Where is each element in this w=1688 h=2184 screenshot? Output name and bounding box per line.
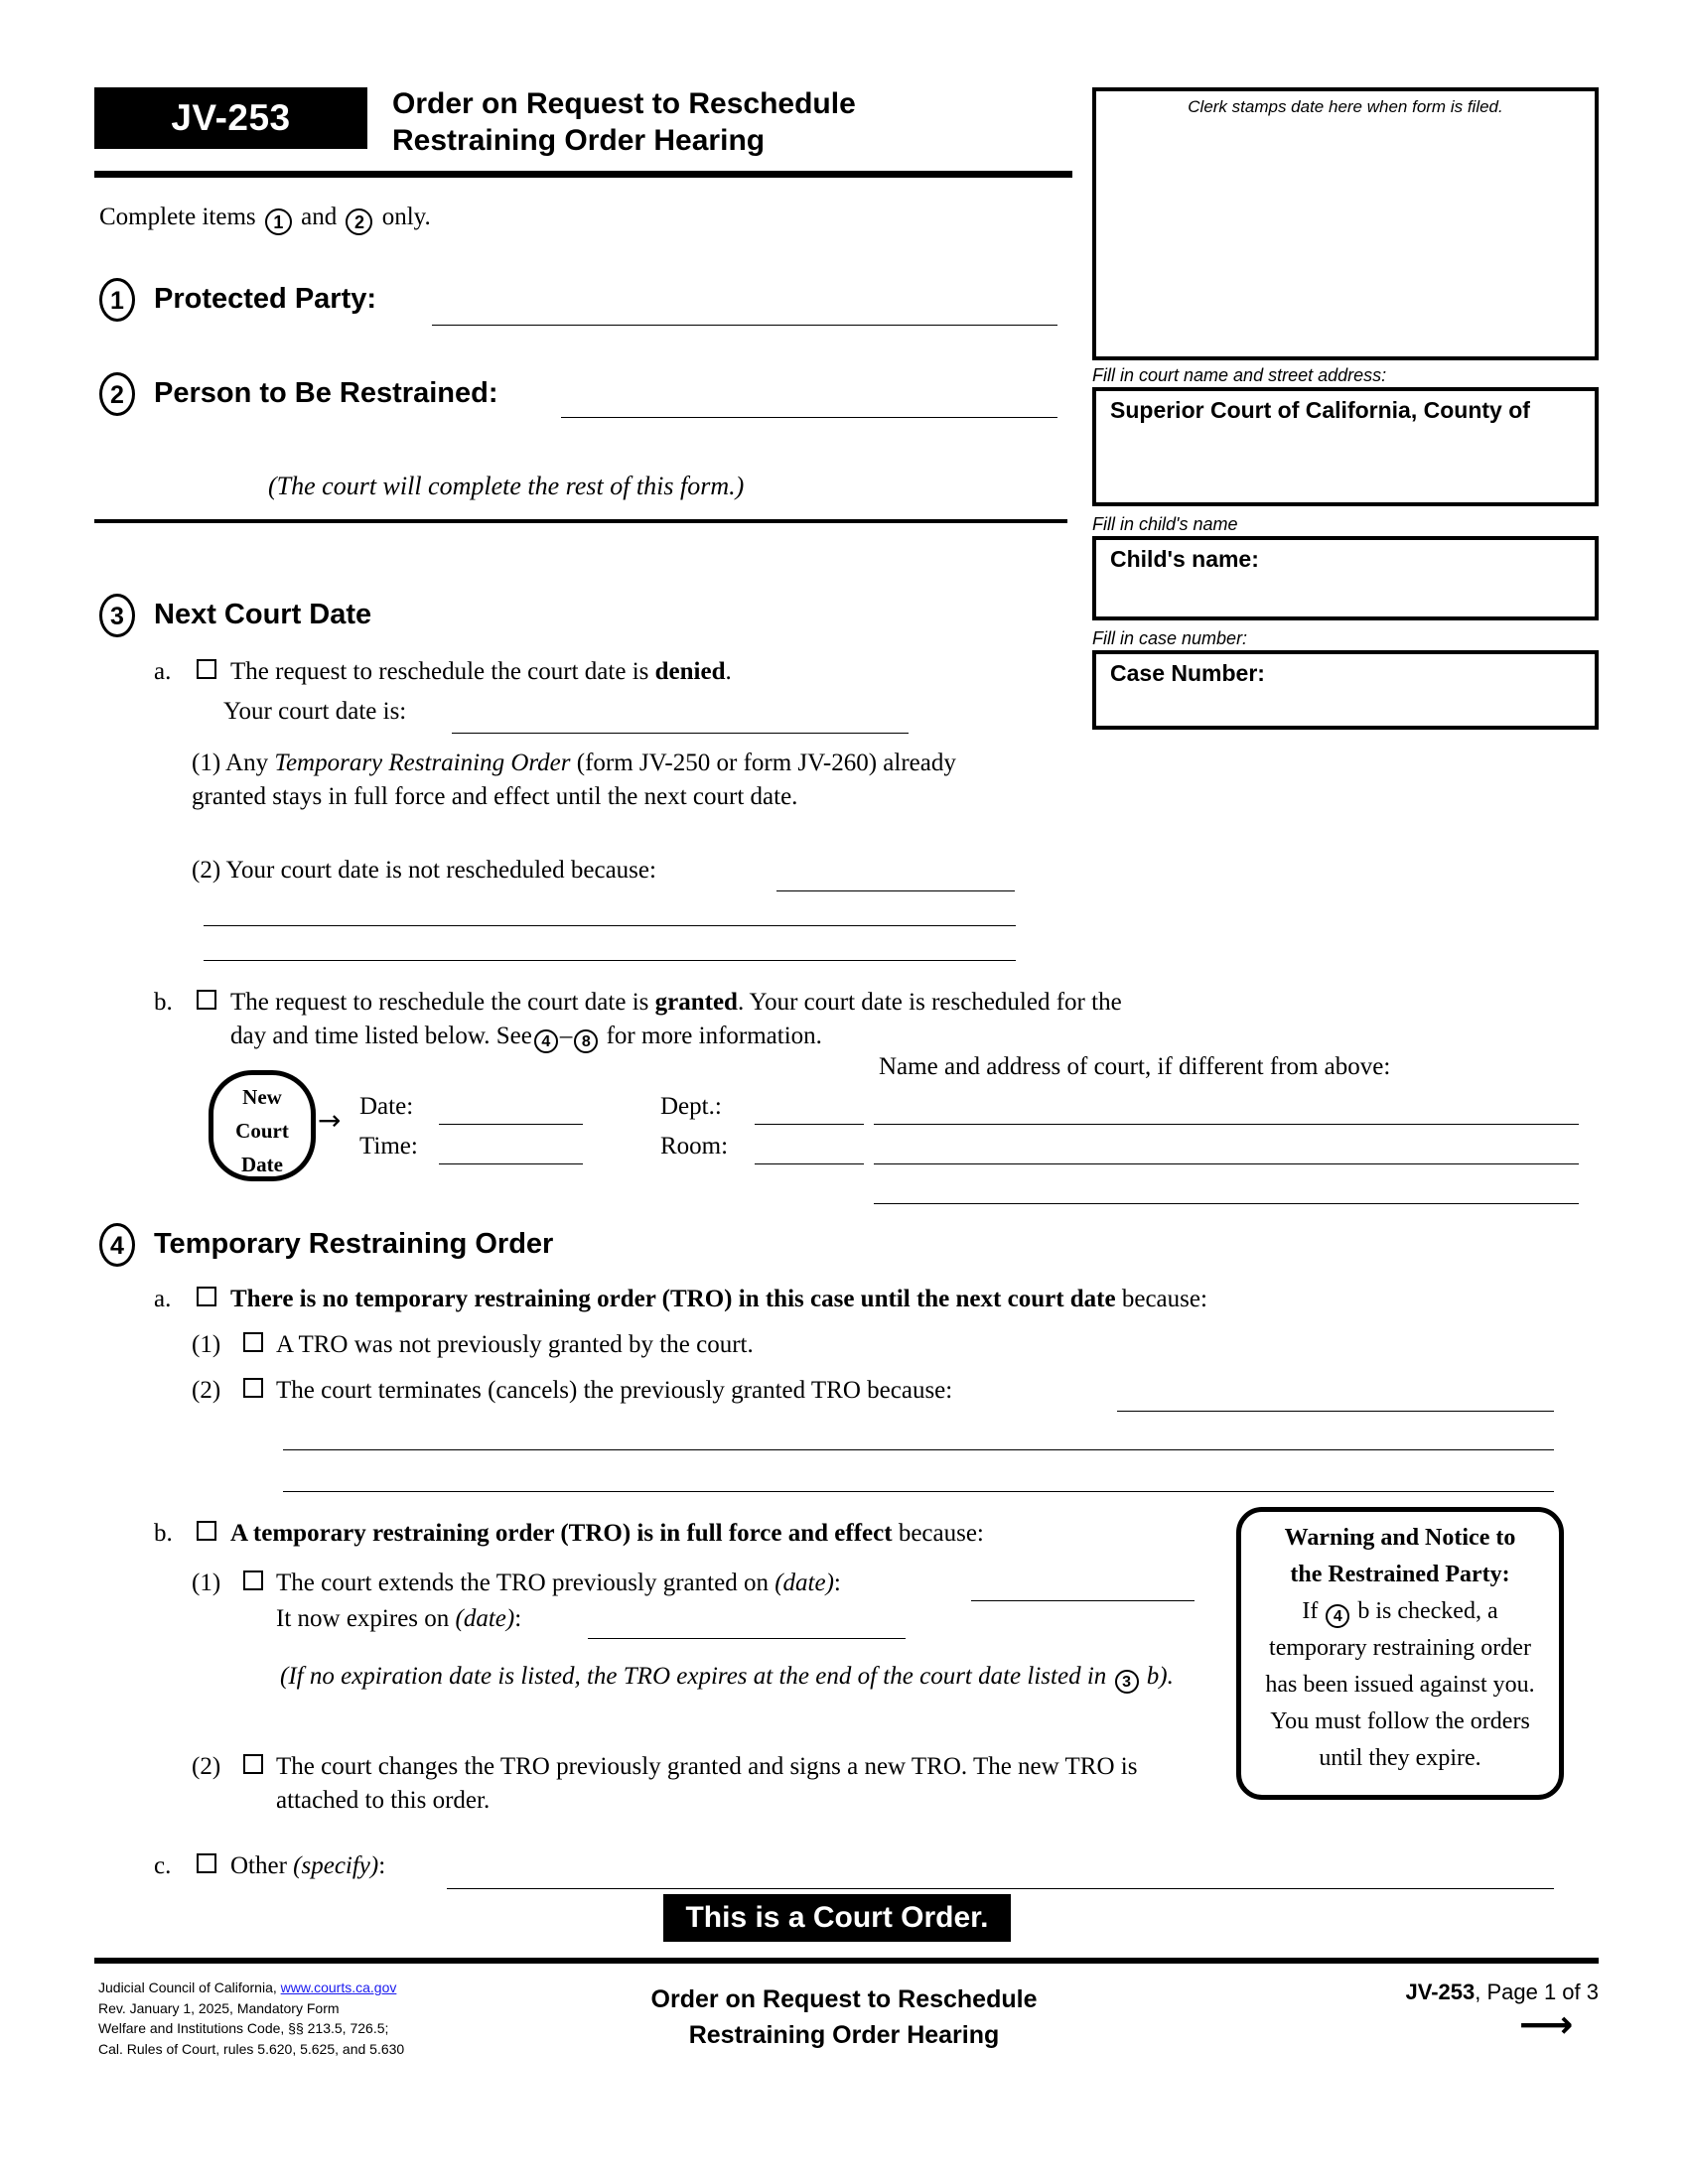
new-dept-label: Dept.:: [660, 1093, 722, 1120]
court-address-line-3[interactable]: [874, 1203, 1579, 1204]
page-title-line2: Restraining Order Hearing: [392, 124, 766, 157]
item-3a1-italic: Temporary Restraining Order: [274, 750, 571, 776]
item-3b-post: for more information.: [606, 1023, 822, 1049]
item-2-label: Person to Be Restrained:: [154, 377, 498, 409]
footer-courts-link[interactable]: www.courts.ca.gov: [280, 1979, 397, 1995]
item-4b1-l2-post: :: [514, 1605, 522, 1632]
item-4a2-text: The court terminates (cancels) the previously granted TRO because:: [276, 1377, 953, 1404]
item-4a-text: [230, 1283, 1422, 1316]
new-time-label: Time:: [359, 1133, 418, 1160]
item-4b1-expires-text: [276, 1602, 521, 1636]
tro-granted-date-line[interactable]: [971, 1600, 1195, 1601]
court-date-input-line[interactable]: [452, 733, 909, 734]
footer-line-3: Welfare and Institutions Code, §§ 213.5, 726.5;: [98, 2020, 389, 2036]
item-3b-ref-8: 8: [574, 1029, 598, 1053]
child-name-prefix: Child's name:: [1110, 546, 1259, 572]
item-4b-bold: A temporary restraining order (TRO) is in full force and effect: [230, 1520, 893, 1547]
case-number-box[interactable]: [1092, 650, 1599, 730]
item-4a1-marker: (1): [192, 1331, 221, 1358]
item-4a-post: because:: [1115, 1286, 1207, 1312]
item-4b1-note: [280, 1660, 1174, 1694]
court-address-line-2[interactable]: [874, 1163, 1579, 1164]
child-name-box[interactable]: [1092, 536, 1599, 620]
complete-items-instruction: [99, 204, 431, 235]
item-4a1-text: A TRO was not previously granted by the court.: [276, 1331, 754, 1358]
item-3b-text: [230, 986, 1154, 1053]
item-3a1-post: (form JV-250 or form JV-260) already granted stays in full force and effect until the next court date.: [192, 750, 956, 810]
item-3b-marker: b.: [154, 989, 173, 1016]
item-4b1-l2-pre: It now expires on: [276, 1605, 456, 1632]
warning-notice-box: [1236, 1507, 1564, 1800]
warning-body-post: b is checked, a temporary restraining order has been issued against you. You must follow the orders until they expire.: [1265, 1598, 1535, 1771]
ncd-line-3: Date: [241, 1153, 283, 1176]
court-order-banner: This is a Court Order.: [663, 1894, 1011, 1942]
tro-terminated-line-3[interactable]: [283, 1491, 1554, 1492]
case-number-label: Fill in case number:: [1092, 628, 1248, 648]
item-4c-label: Other: [230, 1852, 294, 1879]
item-3a2-label: Your court date is not rescheduled because:: [225, 857, 656, 884]
not-rescheduled-line-1[interactable]: [776, 890, 1015, 891]
new-date-input-line[interactable]: [439, 1124, 583, 1125]
complete-items-post: only.: [381, 204, 431, 230]
new-date-label: Date:: [359, 1093, 414, 1120]
item-3a1-pre: Any: [225, 750, 275, 776]
court-completes-note: (The court will complete the rest of this form.): [268, 472, 745, 500]
item-4b1-note-pre: (If no expiration date is listed, the TRO expires at the end of the court date listed in: [280, 1663, 1113, 1690]
footer-line-4: Cal. Rules of Court, rules 5.620, 5.625, and 5.630: [98, 2040, 405, 2057]
item-4b1-italic: (date): [774, 1570, 834, 1596]
item-4b1-note-post: b).: [1140, 1663, 1174, 1690]
item-4a-bold: There is no temporary restraining order (TRO) in this case until the next court date: [230, 1286, 1116, 1312]
item-4b1-post: :: [833, 1570, 841, 1596]
complete-items-mid: and: [301, 204, 338, 230]
inline-circle-2: 2: [346, 208, 372, 235]
item-4b1-note-ref: 3: [1115, 1670, 1139, 1694]
item-3a2-marker: (2): [192, 857, 221, 884]
protected-party-input-line[interactable]: [432, 325, 1057, 326]
footer-title-line1: Order on Request to Reschedule: [650, 1985, 1038, 2013]
item-4a2-checkbox[interactable]: [243, 1378, 263, 1398]
item-1-circle: 1: [99, 278, 135, 322]
item-3b-bold: granted: [654, 989, 738, 1016]
item-4b-marker: b.: [154, 1520, 173, 1547]
item-3b-mid: . Your court date is rescheduled for the day and time listed below. See: [230, 989, 1122, 1049]
item-3b-ref-4: 4: [534, 1029, 558, 1053]
new-room-input-line[interactable]: [755, 1163, 864, 1164]
tro-expires-date-line[interactable]: [588, 1638, 906, 1639]
next-page-arrow-icon: ⟶: [1519, 2002, 1574, 2046]
warning-body: [1251, 1593, 1549, 1777]
item-3a-date-label: Your court date is:: [223, 698, 407, 725]
warning-title-line2: the Restrained Party:: [1290, 1562, 1510, 1587]
item-4b2-checkbox[interactable]: [243, 1754, 263, 1774]
item-4b1-marker: (1): [192, 1570, 221, 1596]
new-time-input-line[interactable]: [439, 1163, 583, 1164]
item-4b-text: [230, 1517, 984, 1551]
item-2-circle: 2: [99, 372, 135, 416]
warning-ref-4: 4: [1326, 1604, 1349, 1628]
footer-legal-text: [98, 1978, 404, 2059]
item-4b-checkbox[interactable]: [197, 1521, 216, 1541]
warning-body-pre: If: [1302, 1598, 1319, 1624]
item-4b2-text: The court changes the TRO previously granted and signs a new TRO. The new TRO is attached to this order.: [276, 1753, 1138, 1814]
footer-title-line2: Restraining Order Hearing: [688, 2021, 1000, 2049]
item-3b-checkbox[interactable]: [197, 990, 216, 1010]
item-4a-marker: a.: [154, 1286, 172, 1312]
footer-divider: [94, 1958, 1599, 1964]
person-restrained-input-line[interactable]: [561, 417, 1057, 418]
item-3a-marker: a.: [154, 658, 172, 685]
item-4a-checkbox[interactable]: [197, 1287, 216, 1306]
footer-line-1: [98, 1978, 404, 1998]
tro-terminated-line-1[interactable]: [1117, 1411, 1554, 1412]
page-title: [392, 85, 1067, 159]
new-room-label: Room:: [660, 1133, 729, 1160]
court-name-box[interactable]: [1092, 387, 1599, 506]
new-dept-input-line[interactable]: [755, 1124, 864, 1125]
new-court-date-arrow-icon: →: [318, 1104, 342, 1137]
item-3a-text-bold: denied: [654, 658, 726, 685]
not-rescheduled-line-3[interactable]: [204, 960, 1016, 961]
form-number-badge: JV-253: [94, 87, 367, 149]
court-name-label: Fill in court name and street address:: [1092, 365, 1387, 385]
other-specify-line[interactable]: [447, 1888, 1554, 1889]
tro-terminated-line-2[interactable]: [283, 1449, 1554, 1450]
form-header: [94, 87, 1067, 165]
item-3a1-marker: (1): [192, 750, 221, 776]
item-4b1-text: [276, 1567, 841, 1600]
page-title-line1: Order on Request to Reschedule: [392, 87, 856, 120]
item-1-label: Protected Party:: [154, 283, 377, 315]
clerk-stamp-box: [1092, 87, 1599, 360]
item-4b1-pre: The court extends the TRO previously granted on: [276, 1570, 775, 1596]
item-4-heading: Temporary Restraining Order: [154, 1228, 554, 1260]
new-court-date-oval: [209, 1070, 316, 1181]
item-4c-italic: (specify): [293, 1852, 379, 1879]
header-divider: [94, 171, 1072, 178]
item-3a-text: [230, 655, 925, 689]
clerk-stamp-caption: Clerk stamps date here when form is filed.: [1188, 97, 1503, 116]
item-3a-text-pre: The request to reschedule the court date is: [230, 658, 655, 685]
item-4b1-checkbox[interactable]: [243, 1570, 263, 1590]
ncd-line-1: New: [242, 1085, 282, 1109]
court-name-prefix: Superior Court of California, County of: [1110, 397, 1530, 423]
complete-items-pre: Complete items: [99, 204, 256, 230]
child-name-label: Fill in child's name: [1092, 514, 1238, 534]
court-address-label: Name and address of court, if different from above:: [879, 1053, 1391, 1080]
warning-title-line1: Warning and Notice to: [1284, 1525, 1516, 1551]
item-3-heading: Next Court Date: [154, 599, 372, 630]
item-4b2-marker: (2): [192, 1753, 221, 1780]
case-number-prefix: Case Number:: [1110, 660, 1265, 686]
item-4a1-checkbox[interactable]: [243, 1332, 263, 1352]
item-3a2-text: [192, 854, 887, 887]
not-rescheduled-line-2[interactable]: [204, 925, 1016, 926]
footer-council: Judicial Council of California,: [98, 1979, 281, 1995]
item-3b-pre: The request to reschedule the court date is: [230, 989, 655, 1016]
item-4c-marker: c.: [154, 1852, 172, 1879]
item-3b-dash: –: [559, 1023, 573, 1049]
inline-circle-1: 1: [265, 208, 292, 235]
item-3-circle: 3: [99, 594, 135, 637]
ncd-line-2: Court: [235, 1119, 289, 1143]
footer-line-2: Rev. January 1, 2025, Mandatory Form: [98, 1999, 340, 2016]
footer-form-number: JV-253: [1405, 1979, 1476, 2004]
footer-form-title: [427, 1981, 1261, 2053]
item-4b1-l2-italic: (date): [455, 1605, 515, 1632]
court-address-line-1[interactable]: [874, 1124, 1579, 1125]
item-3a1-text: [192, 747, 976, 814]
section-divider-rule: [94, 519, 1067, 523]
item-3a-text-post: .: [725, 658, 732, 685]
item-4b-post: because:: [892, 1520, 984, 1547]
item-4a2-marker: (2): [192, 1377, 221, 1404]
item-4-circle: 4: [99, 1223, 135, 1267]
footer-page-count: , Page 1 of 3: [1475, 1979, 1599, 2004]
item-4c-checkbox[interactable]: [197, 1853, 216, 1873]
item-4c-text: [230, 1849, 385, 1883]
item-4c-post: :: [378, 1852, 386, 1879]
item-3a-checkbox[interactable]: [197, 659, 216, 679]
